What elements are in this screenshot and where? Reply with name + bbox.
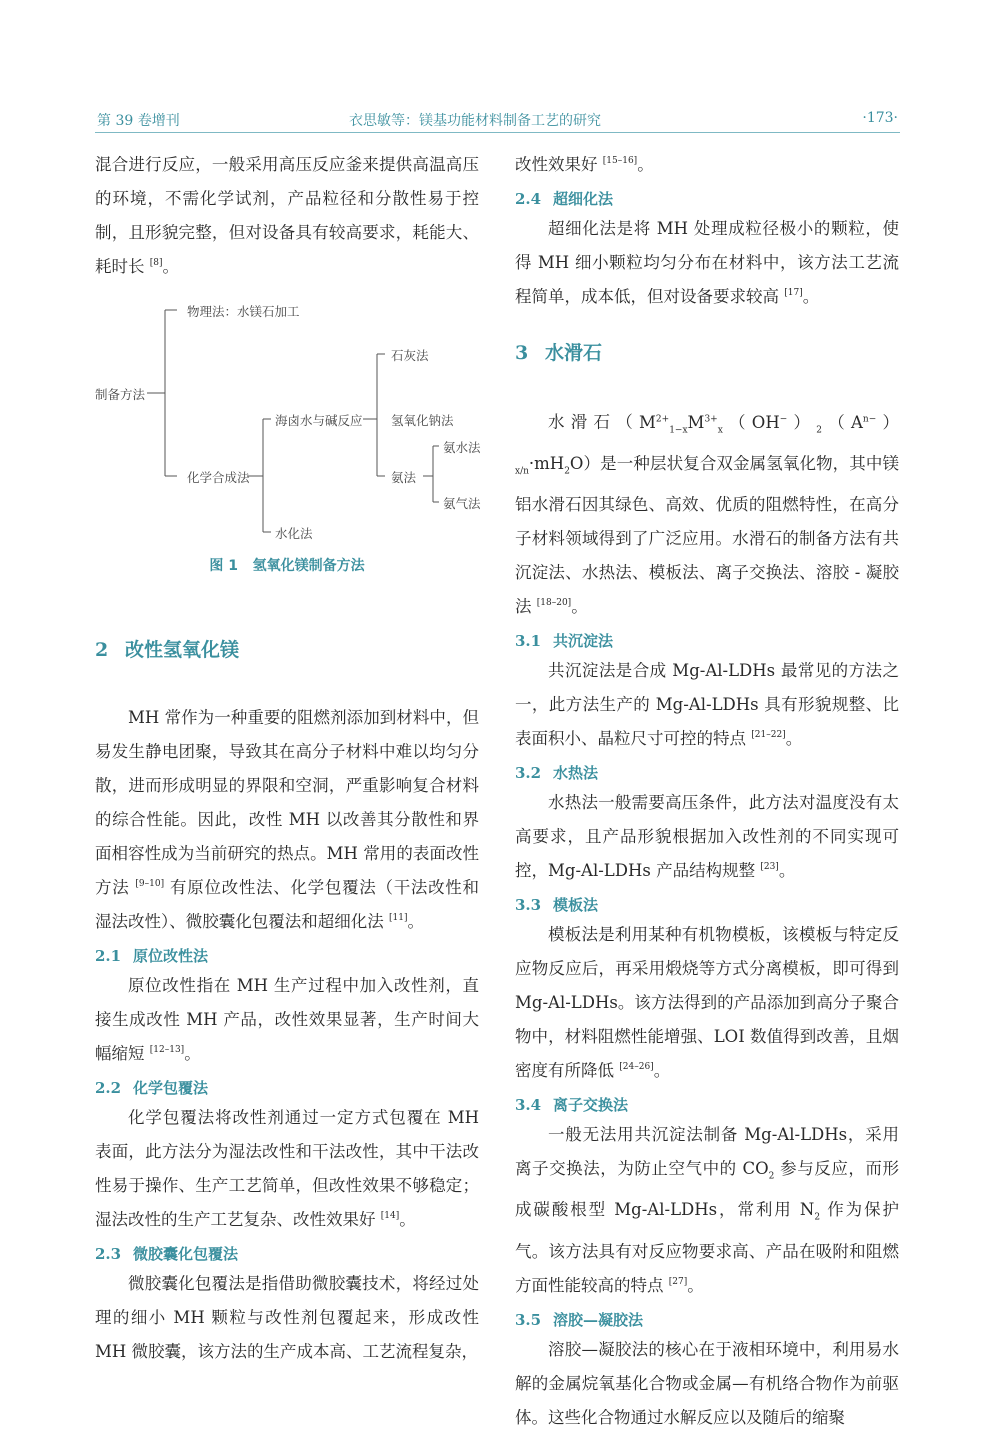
- section-2-heading: 2 改性氢氧化镁: [95, 639, 240, 661]
- citation: [17]: [784, 288, 803, 298]
- citation: [18–20]: [536, 598, 572, 609]
- node-chemical-synthesis: 化学合成法: [187, 470, 250, 485]
- section-2-3-heading: 2.3 微胶囊化包覆法: [95, 1245, 239, 1263]
- figure-caption: 图 1 氢氧化镁制备方法: [209, 558, 365, 574]
- node-seawater-alkali: 海卤水与碱反应: [275, 413, 363, 428]
- right-column: [515, 148, 899, 1435]
- citation: [14]: [380, 1211, 400, 1221]
- section-3-2-heading: 3.2 水热法: [515, 764, 599, 783]
- citation: [11]: [389, 913, 408, 923]
- section-2-1-heading: 2.1 原位改性法: [95, 947, 209, 965]
- citation: [12–13]: [149, 1045, 185, 1055]
- citation: [23]: [760, 862, 779, 873]
- left-column-main: [95, 633, 479, 1369]
- page-number: ·173·: [862, 110, 898, 126]
- paragraph-3-5: 溶胶—凝胶法的核心在于液相环境中，利用易水解的金属烷氧基化合物或金属—有机络合物作为前驱体。这些化合物通过水解反应以及随后的缩聚: [515, 1339, 899, 1427]
- paragraph-section-3: 水滑石$(M^{2+}_{1-x}M^{3+}_x(OH^-)_2(A^{n-})_{x/n}\cdot mH_2O)$是一种层状复合双金属氢氧化物，其中镁铝水滑石因其绿色、高效、优质的阻燃特性，在高分子材料领域得到了广泛应用。水滑石的制备方法有共沉淀法、水热法、模板法、离子交换法、溶胶 - 凝胶法 [18–20]。: [515, 412, 900, 617]
- citation: [21–22]: [751, 730, 786, 741]
- paragraph-3-2: 水热法一般需要高压条件，此方法对温度没有太高要求，且产品形貌根据加入改性剂的不同实现可控，Mg-Al-LDHs 产品结构规整 [23]。: [515, 793, 899, 881]
- citation: [27]: [668, 1276, 688, 1287]
- node-ammonia-water: 氨水法: [443, 440, 481, 455]
- citation: [8]: [149, 258, 163, 268]
- left-column-top: [95, 148, 479, 284]
- paragraph-section-2: MH 常作为一种重要的阻燃剂添加到材料中，但易发生静电团聚，导致其在高分子材料中难以均匀分散，进而形成明显的界限和空洞，严重影响复合材料的综合性能。因此，改性 MH 以改善其分散性和界面相容性成为当前研究的热点。MH 常用的表面改性方法 [9–10] 有原位改性法、化学包覆法（干法改性和湿法改性）、微胶囊化包覆法和超细化法 [11]。: [95, 708, 480, 931]
- paragraph-intro: 混合进行反应，一般采用高压反应釜来提供高温高压的环境，不需化学试剂，产品粒径和分散性易于控制，且形貌完整，但对设备具有较高要求，耗能大、耗时长 [8]。: [95, 155, 479, 276]
- citation: [24–26]: [619, 1062, 654, 1073]
- node-ammonia-method: 氨法: [391, 470, 417, 485]
- ldh-formula: $M^{2+}_{1-x}M^{3+}_x(OH^-)_2(A^{n-})_{x/n}\cdot mH_2O$: [515, 412, 900, 477]
- section-3-5-heading: 3.5 溶胶—凝胶法: [515, 1310, 644, 1329]
- node-ammonia-gas: 氨气法: [443, 496, 481, 511]
- section-2-4-heading: 2.4 超细化法: [515, 190, 614, 208]
- paragraph-2-4: 超细化法是将 MH 处理成粒径极小的颗粒，使得 MH 细小颗粒均匀分布在材料中，该方法工艺流程简单，成本低，但对设备要求较高 [17]。: [515, 219, 899, 306]
- citation: [15–16]: [602, 156, 638, 166]
- running-header: [95, 106, 900, 133]
- section-3-heading: 3 水滑石: [515, 342, 603, 364]
- citation: [9–10]: [135, 879, 165, 889]
- journal-volume: 第 39 卷增刊: [97, 113, 180, 129]
- node-preparation-methods: 制备方法: [95, 387, 146, 402]
- paragraph-continued: 改性效果好 [15–16]。: [515, 155, 654, 174]
- node-naoh-method: 氢氧化钠法: [391, 413, 454, 428]
- node-lime-method: 石灰法: [391, 348, 429, 363]
- paragraph-2-2: 化学包覆法将改性剂通过一定方式包覆在 MH 表面，此方法分为湿法改性和干法改性，其中干法改性易于操作、生产工艺简单，但改性效果不够稳定；湿法改性的生产工艺复杂、改性效果好 [14]。: [95, 1108, 479, 1229]
- paragraph-3-3: 模板法是利用某种有机物模板，该模板与特定反应物反应后，再采用煅烧等方式分离模板，即可得到 Mg-Al-LDHs。该方法得到的产品添加到高分子聚合物中，材料阻燃性能增强、LOI 数值得到改善，且烟密度有所降低 [24–26]。: [515, 925, 899, 1081]
- paragraph-2-3: 微胶囊化包覆法是指借助微胶囊技术，将经过处理的细小 MH 颗粒与改性剂包覆起来，形成改性 MH 微胶囊，该方法的生产成本高、工艺流程复杂，: [95, 1274, 479, 1361]
- node-physical-method: 物理法：水镁石加工: [187, 304, 300, 319]
- section-3-4-heading: 3.4 离子交换法: [515, 1096, 629, 1115]
- section-2-2-heading: 2.2 化学包覆法: [95, 1079, 209, 1097]
- running-title: 衣思敏等：镁基功能材料制备工艺的研究: [349, 113, 601, 129]
- node-hydration-method: 水化法: [275, 526, 313, 541]
- paragraph-3-1: 共沉淀法是合成 Mg-Al-LDHs 最常见的方法之一，此方法生产的 Mg-Al-LDHs 具有形貌规整、比表面积小、晶粒尺寸可控的特点 [21–22]。: [515, 661, 899, 749]
- paragraph-2-1: 原位改性指在 MH 生产过程中加入改性剂，直接生成改性 MH 产品，改性效果显著，生产时间大幅缩短 [12–13]。: [95, 976, 479, 1063]
- section-3-1-heading: 3.1 共沉淀法: [515, 632, 614, 651]
- paragraph-3-4: 一般无法用共沉淀法制备 Mg-Al-LDHs，采用离子交换法，为防止空气中的 $CO_2$ 参与反应，而形成碳酸根型 Mg-Al-LDHs，常利用 $N_2$ 作为保护气。该方法具有对反应物要求高、产品在吸附和阻燃方面性能较高的特点 [27]。: [515, 1125, 899, 1295]
- section-3-3-heading: 3.3 模板法: [515, 896, 599, 915]
- figure-1: [95, 296, 479, 586]
